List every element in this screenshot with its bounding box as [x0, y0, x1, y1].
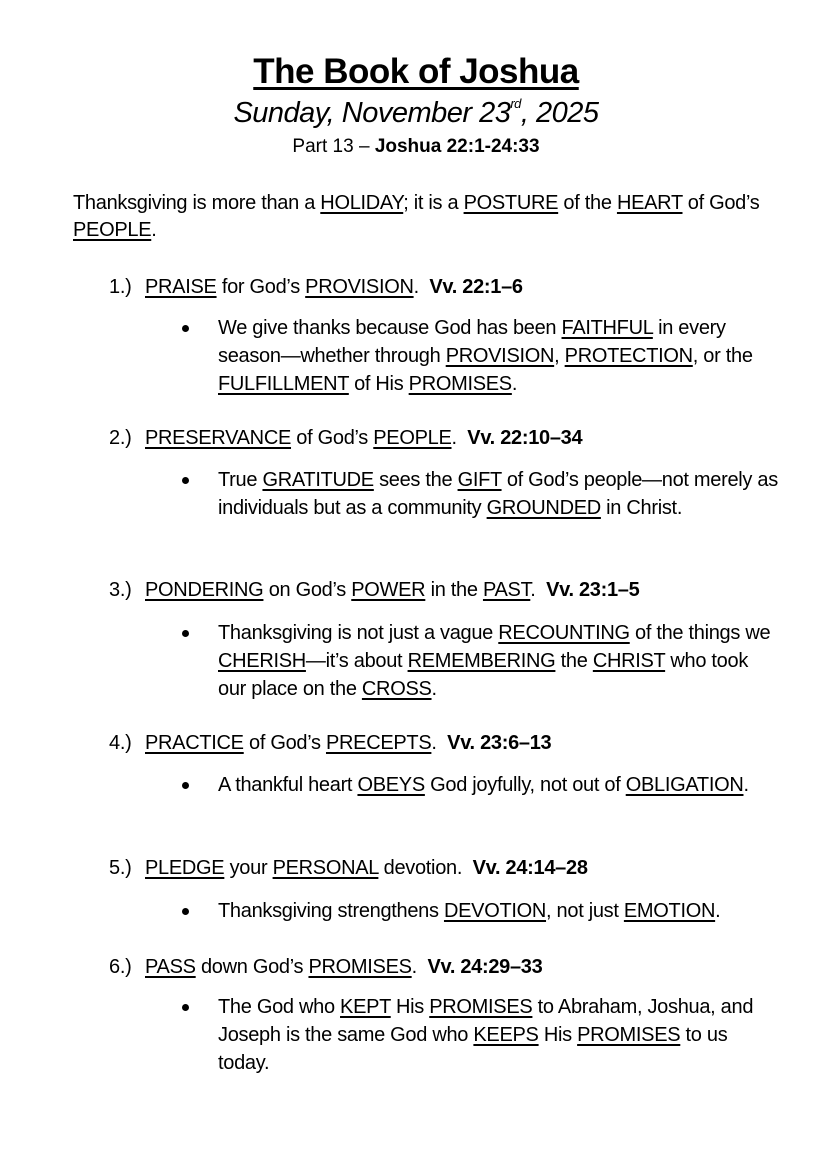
- fill-in-blank: PONDERING: [145, 579, 264, 601]
- bullet-text: in every season—whether through: [218, 317, 726, 367]
- intro-text: of God’s: [682, 192, 760, 214]
- fill-in-blank: PEOPLE: [73, 219, 152, 241]
- fill-in-blank: PROVISION: [305, 276, 414, 298]
- fill-in-blank: PROMISES: [577, 1024, 681, 1046]
- outline-point-3: [109, 576, 789, 604]
- fill-in-blank: PROMISES: [308, 956, 412, 978]
- verse-reference: Vv. 23:6–13: [447, 732, 552, 754]
- bullet-text: A thankful heart: [218, 774, 358, 796]
- verse-reference: Vv. 24:29–33: [427, 956, 543, 978]
- verse-reference: Vv. 22:10–34: [467, 427, 583, 449]
- fill-in-blank: PASS: [145, 956, 196, 978]
- fill-in-blank: POSTURE: [463, 192, 559, 214]
- fill-in-blank: OBLIGATION: [625, 774, 744, 796]
- point-text: .: [411, 956, 417, 978]
- bullet-text: of His: [348, 373, 409, 395]
- bullet-text: .: [715, 900, 721, 922]
- point-text: of God’s: [291, 427, 374, 449]
- fill-in-blank: GIFT: [457, 469, 502, 491]
- point-text: devotion.: [378, 857, 463, 879]
- date-text: Sunday, November 23: [233, 97, 511, 129]
- point-text: .: [413, 276, 419, 298]
- point-number: 6.): [109, 956, 132, 978]
- fill-in-blank: KEEPS: [473, 1024, 539, 1046]
- point-text: .: [451, 427, 457, 449]
- bullet-text: The God who: [218, 996, 341, 1018]
- verse-reference: Vv. 22:1–6: [429, 276, 523, 298]
- bullet-point-1: [218, 314, 778, 398]
- bullet-text: Thanksgiving is not just a vague: [218, 622, 499, 644]
- verse-reference: Vv. 24:14–28: [472, 857, 588, 879]
- fill-in-blank: HEART: [616, 192, 683, 214]
- outline-point-5: [109, 854, 789, 882]
- fill-in-blank: RECOUNTING: [498, 622, 630, 644]
- date-year: , 2025: [520, 97, 599, 129]
- document-title: The Book of Joshua: [253, 52, 579, 91]
- fill-in-blank: EMOTION: [623, 900, 716, 922]
- fill-in-blank: CHRIST: [592, 650, 666, 672]
- fill-in-blank: PRECEPTS: [325, 732, 432, 754]
- bullet-text: We give thanks because God has been: [218, 317, 562, 339]
- bullet-text: in Christ.: [600, 497, 683, 519]
- outline-point-6: [109, 953, 789, 981]
- series-part: [0, 136, 832, 158]
- bullet-text: God joyfully, not out of: [424, 774, 626, 796]
- part-label: Part 13 –: [292, 136, 370, 157]
- point-text: .: [431, 732, 437, 754]
- fill-in-blank: DEVOTION: [443, 900, 547, 922]
- bullet-text: to us today.: [218, 1024, 728, 1074]
- fill-in-blank: FULFILLMENT: [218, 373, 349, 395]
- fill-in-blank: CHERISH: [218, 650, 306, 672]
- fill-in-blank: POWER: [351, 579, 426, 601]
- bullet-point-2: [218, 466, 778, 522]
- fill-in-blank: PROVISION: [445, 345, 555, 367]
- bullet-text: .: [511, 373, 518, 395]
- intro-text: of the: [558, 192, 617, 214]
- fill-in-blank: KEPT: [340, 996, 391, 1018]
- bullet-point-4: [218, 771, 778, 799]
- bullet-point-3: [218, 619, 778, 703]
- fill-in-blank: PEOPLE: [373, 427, 452, 449]
- intro-text: .: [151, 219, 157, 241]
- bullet-text: —it’s about: [305, 650, 408, 672]
- bullet-text: sees the: [373, 469, 458, 491]
- fill-in-blank: PROMISES: [408, 373, 512, 395]
- bullet-text: who took our place on the: [218, 650, 749, 700]
- fill-in-blank: PRACTICE: [145, 732, 244, 754]
- bullet-point-5: [218, 897, 778, 925]
- bullet-text: His: [538, 1024, 578, 1046]
- fill-in-blank: OBEYS: [357, 774, 425, 796]
- verse-reference: Vv. 23:1–5: [546, 579, 640, 601]
- point-text: on God’s: [263, 579, 352, 601]
- outline-point-4: [109, 729, 789, 757]
- bullet-text: to Abraham, Joshua, and Joseph is the same God who: [218, 996, 754, 1046]
- bullet-text: , not just: [546, 900, 624, 922]
- point-number: 3.): [109, 579, 132, 601]
- bullet-text: ,: [554, 345, 565, 367]
- bullet-icon: [182, 325, 189, 332]
- bullet-text: Thanksgiving strengthens: [218, 900, 444, 922]
- bullet-text: .: [743, 774, 749, 796]
- fill-in-blank: PRESERVANCE: [145, 427, 292, 449]
- point-text: your: [224, 857, 273, 879]
- fill-in-blank: REMEMBERING: [407, 650, 556, 672]
- bullet-icon: [182, 908, 189, 915]
- fill-in-blank: GRATITUDE: [262, 469, 374, 491]
- intro-text: Thanksgiving is more than a: [73, 192, 321, 214]
- bullet-text: of God’s people—not merely as individuals but as a community: [218, 469, 778, 519]
- bullet-text: the: [555, 650, 593, 672]
- bullet-icon: [182, 630, 189, 637]
- date-ordinal-suffix: rd: [510, 96, 521, 111]
- point-text: .: [530, 579, 536, 601]
- point-number: 4.): [109, 732, 132, 754]
- fill-in-blank: PRAISE: [145, 276, 217, 298]
- outline-point-2: [109, 424, 789, 452]
- point-text: in the: [425, 579, 483, 601]
- bullet-point-6: [218, 993, 778, 1077]
- sermon-date: [0, 97, 832, 130]
- point-number: 5.): [109, 857, 132, 879]
- bullet-text: , or the: [692, 345, 753, 367]
- fill-in-blank: PAST: [482, 579, 531, 601]
- intro-statement: [73, 190, 773, 244]
- fill-in-blank: PROTECTION: [564, 345, 693, 367]
- fill-in-blank: PERSONAL: [272, 857, 379, 879]
- bullet-text: .: [431, 678, 437, 700]
- bullet-text: of the things we: [629, 622, 771, 644]
- point-number: 1.): [109, 276, 132, 298]
- fill-in-blank: FAITHFUL: [561, 317, 653, 339]
- bullet-text: His: [390, 996, 430, 1018]
- bullet-icon: [182, 477, 189, 484]
- bullet-text: True: [218, 469, 263, 491]
- fill-in-blank: PLEDGE: [145, 857, 225, 879]
- bullet-icon: [182, 782, 189, 789]
- point-text: for God’s: [216, 276, 306, 298]
- outline-point-1: [109, 273, 789, 301]
- point-number: 2.): [109, 427, 132, 449]
- fill-in-blank: CROSS: [361, 678, 432, 700]
- fill-in-blank: PROMISES: [429, 996, 533, 1018]
- bullet-icon: [182, 1004, 189, 1011]
- intro-text: ; it is a: [403, 192, 464, 214]
- fill-in-blank: GROUNDED: [486, 497, 601, 519]
- point-text: down God’s: [195, 956, 309, 978]
- scripture-reference: Joshua 22:1-24:33: [374, 136, 540, 157]
- point-text: of God’s: [243, 732, 326, 754]
- fill-in-blank: HOLIDAY: [320, 192, 404, 214]
